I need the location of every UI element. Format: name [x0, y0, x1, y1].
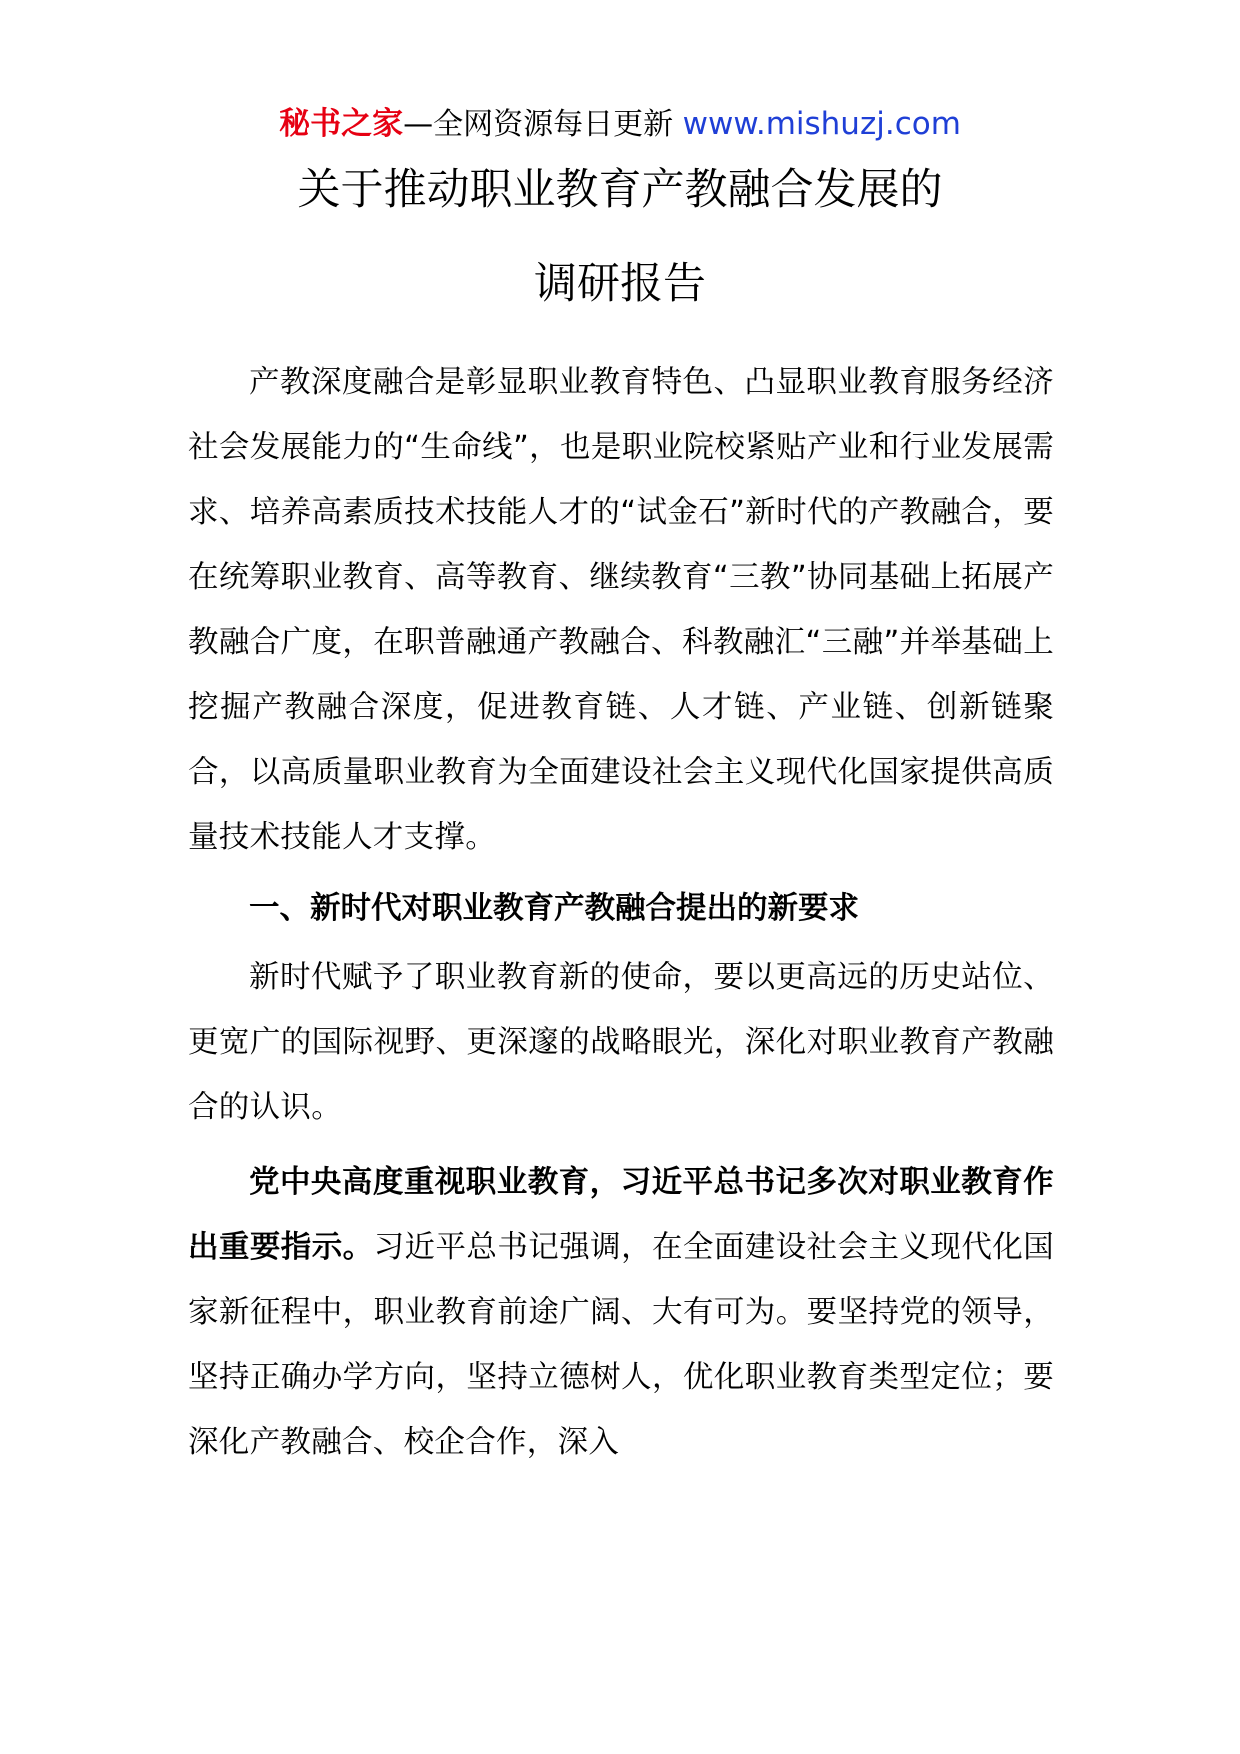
document-body [188, 350, 1054, 1475]
paragraph-intro: 产教深度融合是彰显职业教育特色、凸显职业教育服务经济社会发展能力的“生命线”，也是职业院校紧贴产业和行业发展需求、培养高素质技术技能人才的“试金石”新时代的产教融合，要在统筹职业教育、高等教育、继续教育“三教”协同基础上拓展产教融合广度，在职普融通产教融合、科教融汇“三融”并举基础上挖掘产教融合深度，促进教育链、人才链、产业链、创新链聚合，以高质量职业教育为全面建设社会主义现代化国家提供高质量技术技能人才支撑。 [188, 365, 1054, 855]
site-header [0, 102, 1240, 147]
header-tagline: —全网资源每日更新 [403, 107, 683, 142]
paragraph-body-text: 习近平总书记强调，在全面建设社会主义现代化国家新征程中，职业教育前途广阔、大有可为。要坚持党的领导，坚持正确办学方向，坚持立德树人，优化职业教育类型定位；要深化产教融合、校企合作，深入 [188, 1230, 1054, 1460]
section-heading-1: 一、新时代对职业教育产教融合提出的新要求 [249, 891, 859, 926]
site-url-link[interactable]: www.mishuzj.com [682, 106, 961, 142]
paragraph-section1: 新时代赋予了职业教育新的使命，要以更高远的历史站位、更宽广的国际视野、更深邃的战略眼光，深化对职业教育产教融合的认识。 [188, 960, 1054, 1125]
paragraph-lead-sentence: 党中央高度重视职业教育，习近平总书记多次对职业教育作出重要指示。 [188, 1165, 1054, 1265]
paragraph-central-committee [188, 1150, 1054, 1475]
brand-name: 秘书之家 [279, 106, 404, 142]
document-title-line1: 关于推动职业教育产教融合发展的 [297, 165, 943, 215]
document-title-line2: 调研报告 [534, 259, 706, 309]
